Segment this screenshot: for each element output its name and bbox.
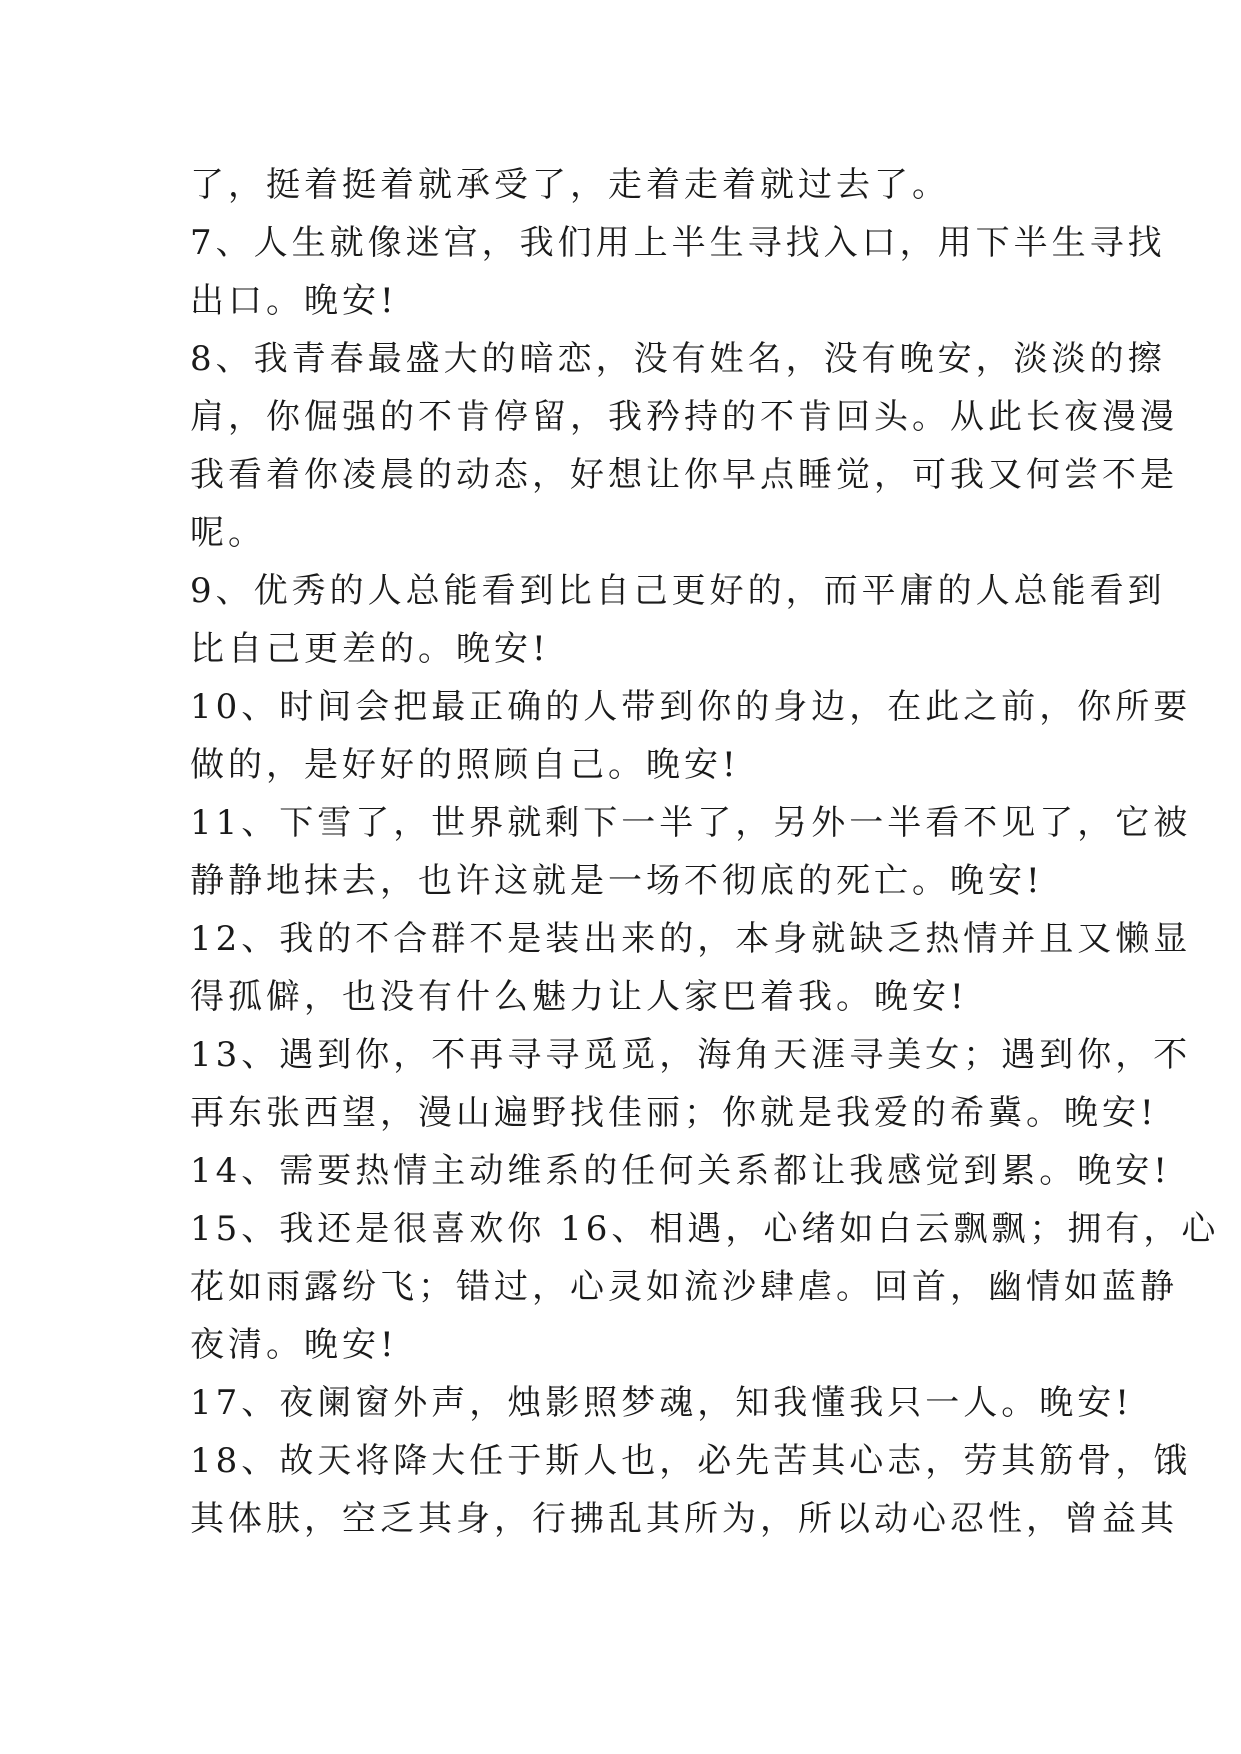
text-line: 出口。晚安!	[190, 281, 398, 321]
text-line: 花如雨露纷飞；错过，心灵如流沙肆虐。回首，幽情如蓝静	[190, 1267, 1178, 1307]
text-line: 静静地抹去，也许这就是一场不彻底的死亡。晚安!	[190, 861, 1044, 901]
text-line: 7、人生就像迷宫，我们用上半生寻找入口，用下半生寻找	[190, 223, 1166, 263]
text-line: 肩，你倔强的不肯停留，我矜持的不肯回头。从此长夜漫漫	[190, 397, 1178, 437]
text-line: 再东张西望，漫山遍野找佳丽；你就是我爱的希冀。晚安!	[190, 1093, 1158, 1133]
text-line: 18、故天将降大任于斯人也，必先苦其心志，劳其筋骨，饿	[190, 1441, 1192, 1481]
text-line: 得孤僻，也没有什么魅力让人家巴着我。晚安!	[190, 977, 968, 1017]
text-line: 比自己更差的。晚安!	[190, 629, 550, 669]
text-line: 13、遇到你，不再寻寻觅觅，海角天涯寻美女；遇到你，不	[190, 1035, 1192, 1075]
text-line: 12、我的不合群不是装出来的，本身就缺乏热情并且又懒显	[190, 919, 1192, 959]
text-line: 其体肤，空乏其身，行拂乱其所为，所以动心忍性，曾益其	[190, 1499, 1178, 1539]
text-line: 10、时间会把最正确的人带到你的身边，在此之前，你所要	[190, 687, 1192, 727]
text-line: 11、下雪了，世界就剩下一半了，另外一半看不见了，它被	[190, 803, 1192, 843]
text-line: 14、需要热情主动维系的任何关系都让我感觉到累。晚安!	[190, 1151, 1171, 1191]
text-line: 夜清。晚安!	[190, 1325, 398, 1365]
text-line: 15、我还是很喜欢你 16、相遇，心绪如白云飘飘；拥有，心	[190, 1209, 1220, 1249]
text-line: 做的，是好好的照顾自己。晚安!	[190, 745, 740, 785]
text-line: 了，挺着挺着就承受了，走着走着就过去了。	[190, 165, 950, 205]
body-text	[190, 156, 1220, 1548]
text-line: 我看着你凌晨的动态，好想让你早点睡觉，可我又何尝不是	[190, 455, 1178, 495]
text-line: 17、夜阑窗外声，烛影照梦魂，知我懂我只一人。晚安!	[190, 1383, 1133, 1423]
text-line: 8、我青春最盛大的暗恋，没有姓名，没有晚安，淡淡的擦	[190, 339, 1166, 379]
text-line: 9、优秀的人总能看到比自己更好的，而平庸的人总能看到	[190, 571, 1166, 611]
text-line: 呢。	[190, 513, 266, 553]
